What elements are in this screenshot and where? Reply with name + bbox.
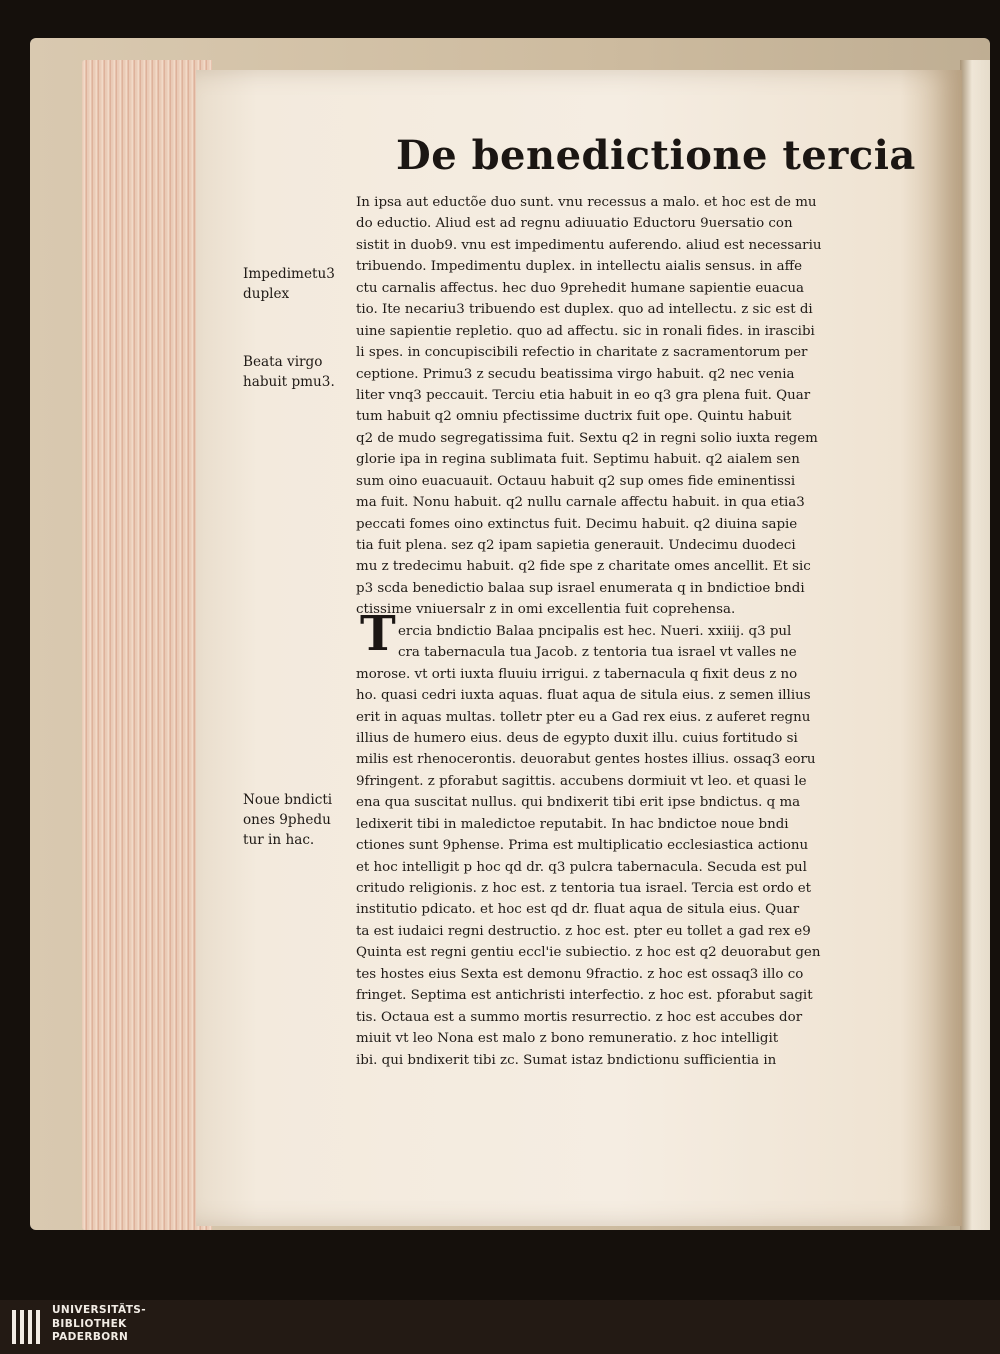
text-line: peccati fomes oino extinctus fuit. Decimu habuit. q2 diuina sapie bbox=[356, 516, 798, 532]
text-line: ta est iudaici regni destructio. z hoc est. pter eu tollet a gad rex e9 bbox=[356, 923, 811, 939]
library-name-line-3: PADERBORN bbox=[52, 1331, 129, 1343]
text-line: milis est rhenocerontis. deuorabut gentes hostes illius. ossaq3 eoru bbox=[356, 752, 816, 768]
text-line: morose. vt orti iuxta fluuiu irrigui. z tabernacula q fixit deus z no bbox=[356, 666, 798, 682]
text-line: sistit in duob9. vnu est impedimentu auferendo. aliud est necessariu bbox=[356, 237, 822, 253]
library-name-line-1: UNIVERSITÄTS- bbox=[52, 1304, 147, 1316]
text-line: tis. Octaua est a summo mortis resurrectio. z hoc est accubes dor bbox=[356, 1009, 803, 1025]
library-logo-icon bbox=[10, 1306, 44, 1348]
library-name bbox=[52, 1304, 146, 1345]
text-line: institutio pdicato. et hoc est qd dr. fluat aqua de situla eius. Quar bbox=[356, 902, 800, 918]
margin-note-line: tur in hac. bbox=[243, 832, 315, 848]
text-line: ibi. qui bndixerit tibi zc. Sumat istaz bndictionu sufficientia in bbox=[356, 1052, 777, 1068]
facing-page-edge bbox=[960, 60, 990, 1230]
text-line: miuit vt leo Nona est malo z bono remuneratio. z hoc intelligit bbox=[356, 1031, 779, 1047]
text-line: ercia bndictio Balaa pncipalis est hec. Nueri. xxiiij. q3 pul bbox=[398, 623, 792, 639]
text-line: et hoc intelligit p hoc qd dr. q3 pulcra tabernacula. Secuda est pul bbox=[356, 859, 807, 875]
margin-note-line: Impedimetu3 bbox=[243, 266, 335, 282]
text-line: fringet. Septima est antichristi interfectio. z hoc est. pforabut sagit bbox=[356, 988, 813, 1004]
text-line: tribuendo. Impedimentu duplex. in intellectu aialis sensus. in affe bbox=[356, 259, 803, 275]
page-edges-stack bbox=[82, 60, 212, 1230]
margin-note-line: habuit pmu3. bbox=[243, 374, 335, 390]
text-line: q2 de mudo segregatissima fuit. Sextu q2 in regni solio iuxta regem bbox=[356, 430, 818, 446]
text-line: mu z tredecimu habuit. q2 fide spe z charitate omes ancellit. Et sic bbox=[356, 559, 811, 575]
text-line: critudo religionis. z hoc est. z tentoria tua israel. Tercia est ordo et bbox=[356, 881, 812, 896]
library-footer bbox=[0, 1300, 1000, 1354]
margin-note-line: duplex bbox=[243, 286, 290, 302]
text-line: illius de humero eius. deus de egypto duxit illu. cuius fortitudo si bbox=[356, 730, 798, 746]
text-line: li spes. in concupiscibili refectio in charitate z sacramentorum per bbox=[356, 345, 808, 361]
text-line: tum habuit q2 omniu pfectissime ductrix fuit ope. Quintu habuit bbox=[356, 409, 792, 425]
text-line: Quinta est regni gentiu eccl'ie subiectio. z hoc est q2 deuorabut gen bbox=[356, 945, 821, 961]
text-line: do eductio. Aliud est ad regnu adiuuatio Eductoru 9uersatio con bbox=[356, 216, 793, 232]
text-line: sum oino euacuauit. Octauu habuit q2 sup omes fide eminentissi bbox=[356, 473, 796, 489]
text-line: ctissime vniuersalr z in omi excellentia fuit coprehensa. bbox=[356, 602, 736, 618]
text-line: ena qua suscitat nullus. qui bndixerit tibi erit ipse bndictus. q ma bbox=[356, 795, 801, 811]
text-line: ceptione. Primu3 z secudu beatissima virgo habuit. q2 nec venia bbox=[356, 366, 795, 382]
text-line: cra tabernacula tua Jacob. z tentoria tua israel vt valles ne bbox=[398, 645, 797, 661]
text-line: ctu carnalis affectus. hec duo 9prehedit humane sapientie euacua bbox=[356, 280, 805, 296]
page-heading: De benedictione tercia bbox=[396, 132, 916, 179]
text-line: ho. quasi cedri iuxta aquas. fluat aqua de situla eius. z semen illius bbox=[356, 688, 811, 704]
drop-capital: T bbox=[360, 606, 396, 662]
margin-note-impedimentum bbox=[243, 264, 335, 304]
text-line: glorie ipa in regina sublimata fuit. Septimu habuit. q2 aialem sen bbox=[356, 452, 800, 468]
text-line: ctiones sunt 9phense. Prima est multiplicatio ecclesiastica actionu bbox=[356, 838, 809, 854]
margin-note-nove-benedictiones bbox=[243, 790, 332, 850]
margin-note-line: Noue bndicti bbox=[243, 792, 333, 808]
text-line: erit in aquas multas. tolletr pter eu a Gad rex eius. z auferet regnu bbox=[356, 709, 811, 725]
text-line: tio. Ite necariu3 tribuendo est duplex. quo ad intellectu. z sic est di bbox=[356, 302, 813, 318]
text-line: uine sapientie repletio. quo ad affectu. sic in ronali fides. in irascibi bbox=[356, 323, 815, 339]
text-line: liter vnq3 peccauit. Terciu etia habuit in eo q3 gra plena fuit. Quar bbox=[356, 387, 811, 403]
library-name-line-2: BIBLIOTHEK bbox=[52, 1317, 127, 1330]
margin-note-beata-virgo bbox=[243, 352, 335, 392]
margin-note-line: ones 9phedu bbox=[243, 812, 331, 828]
text-line: In ipsa aut eductõe duo sunt. vnu recessus a malo. et hoc est de mu bbox=[356, 195, 817, 210]
text-line: ledixerit tibi in maledictoe reputabit. In hac bndictoe noue bndi bbox=[356, 816, 789, 832]
text-line: 9fringent. z pforabut sagittis. accubens dormiuit vt leo. et quasi le bbox=[356, 773, 807, 789]
text-line: tia fuit plena. sez q2 ipam sapietia generauit. Undecimu duodeci bbox=[356, 538, 796, 553]
text-line: ma fuit. Nonu habuit. q2 nullu carnale affectu habuit. in qua etia3 bbox=[356, 495, 805, 511]
text-line: p3 scda benedictio balaa sup israel enumerata q in bndictioe bndi bbox=[356, 580, 805, 596]
margin-note-line: Beata virgo bbox=[243, 354, 323, 370]
main-text-block bbox=[356, 192, 878, 1071]
text-line: tes hostes eius Sexta est demonu 9fractio. z hoc est ossaq3 illo co bbox=[356, 966, 804, 982]
